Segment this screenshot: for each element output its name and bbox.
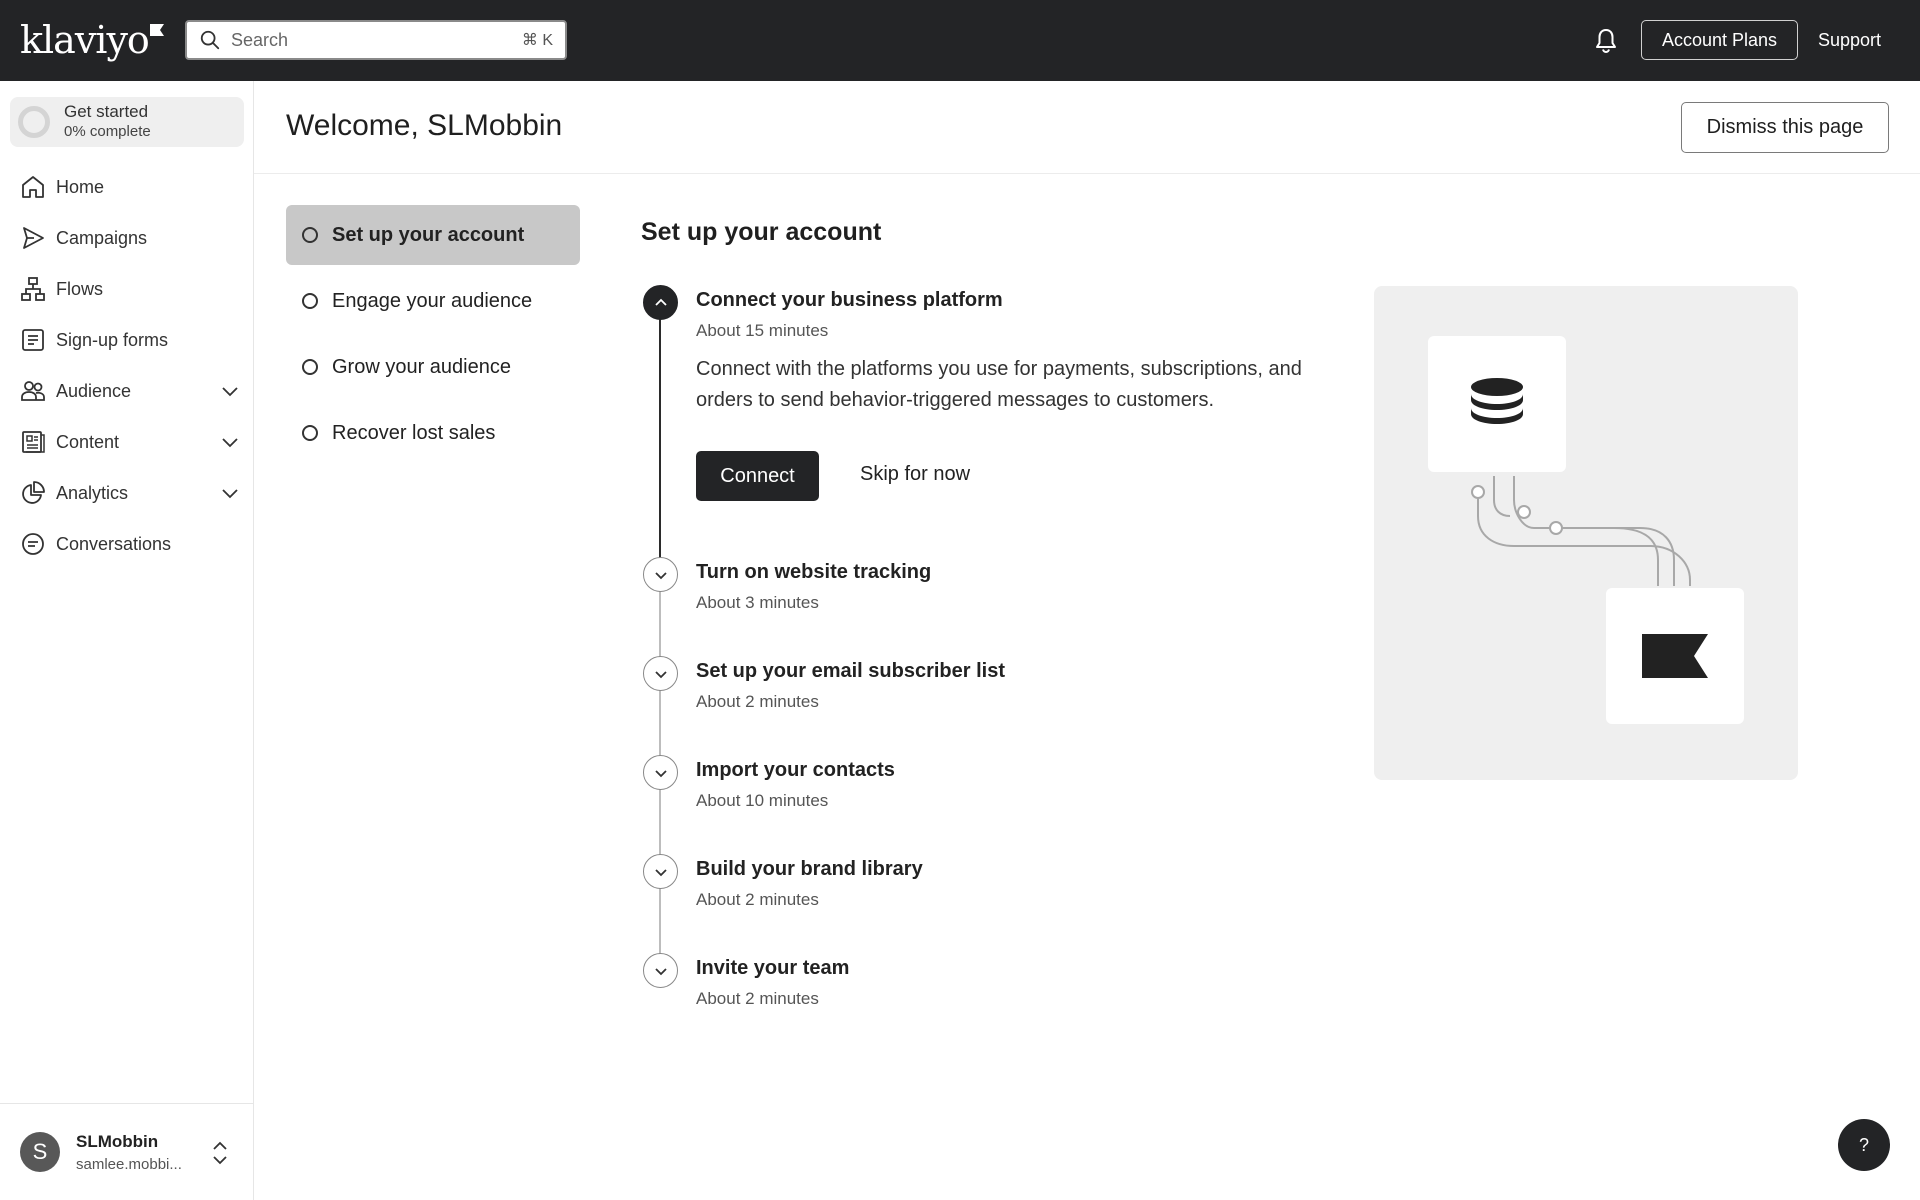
sidebar-item-home[interactable] [20, 169, 240, 205]
database-icon [1469, 376, 1525, 432]
database-tile [1428, 336, 1566, 472]
sidebar-item-campaigns[interactable] [20, 220, 240, 256]
search-bar[interactable] [185, 20, 567, 60]
chevron-down-icon [653, 567, 669, 583]
user-email: samlee.mobbi... [76, 1156, 182, 1173]
sidebar-item-label: Analytics [56, 482, 129, 503]
form-icon [20, 327, 46, 353]
content-icon [20, 429, 46, 455]
sidebar-item-content[interactable] [20, 424, 240, 460]
task-title[interactable]: Set up your email subscriber list [696, 660, 1005, 682]
step-label: Engage your audience [332, 289, 533, 312]
users-icon [20, 378, 46, 404]
chevron-down-icon [653, 666, 669, 682]
task-time: About 15 minutes [696, 321, 829, 340]
connection-lines-icon [1464, 476, 1704, 586]
avatar: S [20, 1132, 60, 1172]
task-title[interactable]: Import your contacts [696, 759, 895, 781]
integration-illustration [1374, 286, 1798, 780]
klaviyo-flag-icon [1642, 634, 1708, 678]
task-title[interactable]: Invite your team [696, 957, 850, 979]
radio-icon [302, 359, 318, 375]
sidebar-item-audience[interactable] [20, 373, 240, 409]
radio-icon [302, 227, 318, 243]
home-icon [20, 174, 46, 200]
support-link[interactable]: Support [1818, 30, 1882, 50]
task-time: About 2 minutes [696, 890, 819, 909]
page-title: Welcome, SLMobbin [286, 109, 563, 142]
task-toggle-website-tracking[interactable] [643, 557, 678, 592]
task-title[interactable]: Turn on website tracking [696, 561, 932, 583]
search-input[interactable] [231, 30, 522, 51]
chevron-up-down-icon [210, 1140, 230, 1166]
sidebar-item-conversations[interactable] [20, 526, 240, 562]
flows-icon [20, 276, 46, 302]
step-label: Recover lost sales [332, 421, 496, 444]
task-toggle-invite-team[interactable] [643, 953, 678, 988]
user-account-switcher[interactable] [0, 1103, 254, 1200]
chevron-down-icon [653, 864, 669, 880]
user-name: SLMobbin [76, 1132, 159, 1151]
help-button[interactable]: ? [1838, 1119, 1890, 1171]
klaviyo-tile [1606, 588, 1744, 724]
task-description: Connect with the platforms you use for payments, subscriptions, and orders to send behavior-triggered messages to customers. [696, 358, 1302, 411]
logo-text: klaviyo [20, 18, 149, 62]
sidebar-item-label: Audience [56, 380, 132, 401]
search-icon [199, 29, 221, 51]
get-started-title: Get started [64, 102, 149, 121]
sidebar-item-label: Sign-up forms [56, 329, 169, 350]
chevron-down-icon [653, 765, 669, 781]
sidebar-item-analytics[interactable] [20, 475, 240, 511]
sidebar-item-flows[interactable] [20, 271, 240, 307]
step-recover-sales[interactable] [286, 403, 580, 463]
step-setup-account[interactable] [286, 205, 580, 265]
skip-for-now-button[interactable]: Skip for now [860, 463, 971, 485]
sidebar-item-label: Content [56, 431, 120, 452]
task-toggle-brand-library[interactable] [643, 854, 678, 889]
sidebar-item-label: Conversations [56, 533, 172, 554]
get-started-percent: 0% complete [64, 123, 151, 140]
timeline-line-active [659, 300, 661, 558]
chevron-down-icon[interactable] [220, 432, 240, 452]
sidebar-item-label: Flows [56, 278, 104, 299]
progress-ring-icon [18, 106, 50, 138]
search-shortcut: ⌘ K [521, 32, 553, 49]
pie-chart-icon [20, 480, 46, 506]
top-bar [0, 0, 1920, 81]
chevron-down-icon[interactable] [220, 483, 240, 503]
bell-icon[interactable] [1594, 28, 1618, 54]
send-icon [20, 225, 46, 251]
account-plans-button[interactable]: Account Plans [1641, 20, 1798, 60]
task-time: About 10 minutes [696, 791, 829, 810]
step-label: Set up your account [332, 223, 525, 246]
dismiss-page-button[interactable]: Dismiss this page [1681, 102, 1889, 153]
connect-button[interactable]: Connect [696, 451, 819, 501]
sidebar [0, 81, 254, 1200]
get-started-progress[interactable] [10, 97, 244, 147]
sidebar-item-label: Campaigns [56, 227, 148, 248]
step-grow-audience[interactable] [286, 337, 580, 397]
task-toggle-subscriber-list[interactable] [643, 656, 678, 691]
page-header [254, 81, 1920, 174]
radio-icon [302, 425, 318, 441]
chevron-up-icon [653, 295, 669, 311]
section-title: Set up your account [641, 218, 882, 246]
task-time: About 2 minutes [696, 692, 819, 711]
sidebar-item-label: Home [56, 176, 105, 197]
step-label: Grow your audience [332, 355, 511, 378]
chat-icon [20, 531, 46, 557]
task-time: About 3 minutes [696, 593, 819, 612]
klaviyo-logo[interactable] [20, 18, 164, 62]
sidebar-item-signup-forms[interactable] [20, 322, 240, 358]
task-time: About 2 minutes [696, 989, 819, 1008]
flag-icon [150, 24, 164, 36]
radio-icon [302, 293, 318, 309]
task-title[interactable]: Connect your business platform [696, 289, 1003, 311]
task-title[interactable]: Build your brand library [696, 858, 923, 880]
chevron-down-icon [653, 963, 669, 979]
chevron-down-icon[interactable] [220, 381, 240, 401]
task-toggle-connect-platform[interactable] [643, 285, 678, 320]
step-engage-audience[interactable] [286, 271, 580, 331]
task-toggle-import-contacts[interactable] [643, 755, 678, 790]
